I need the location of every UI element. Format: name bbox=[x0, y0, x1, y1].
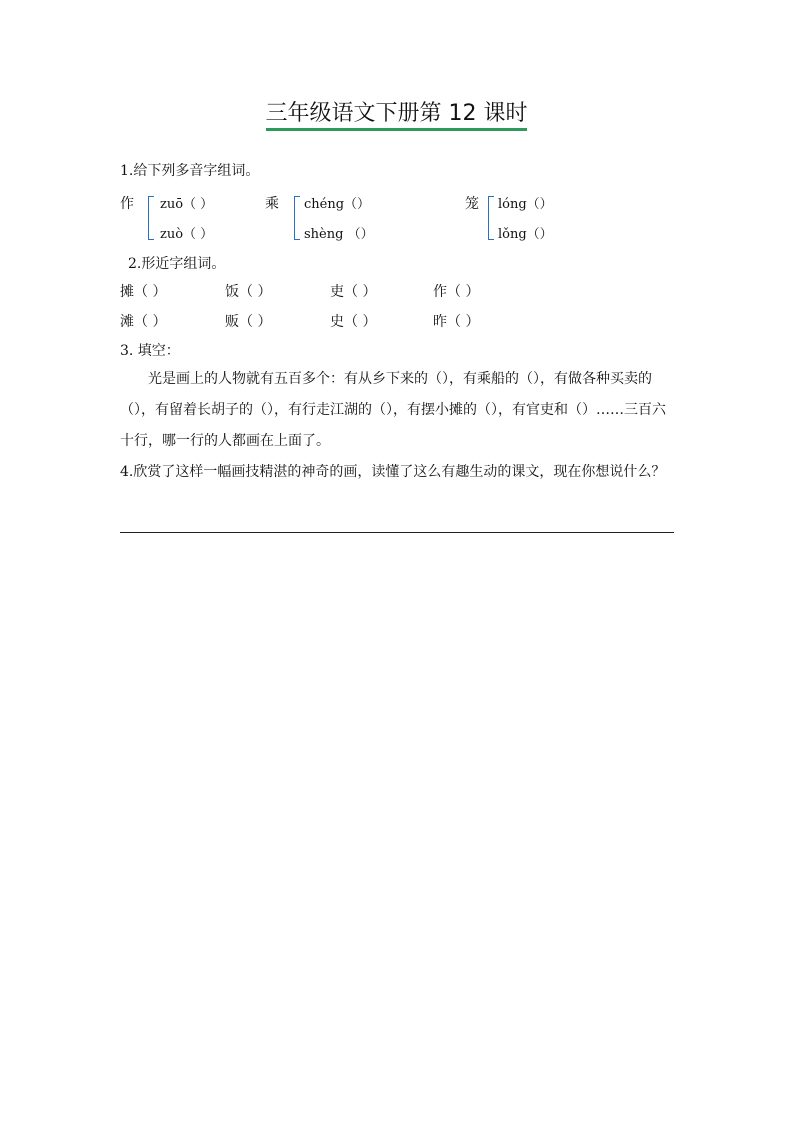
brace-icon bbox=[488, 196, 494, 240]
brace-icon bbox=[148, 196, 154, 240]
q2-cell: 贩（ ） bbox=[225, 314, 272, 330]
q2-cell: 史（ ） bbox=[330, 314, 377, 330]
q1-char-cheng: 乘 bbox=[265, 196, 279, 212]
q2-cell: 昨（ ） bbox=[433, 314, 480, 330]
q1-reading: shèng （） bbox=[304, 227, 374, 242]
q4-paragraph: 4.欣赏了这样一幅画技精湛的神奇的画，读懂了这么有趣生动的课文，现在你想说什么？ bbox=[120, 464, 666, 480]
answer-line[interactable] bbox=[120, 532, 674, 533]
q1-char-zuo: 作 bbox=[120, 196, 134, 212]
q3-paragraph: 光是画上的人物就有五百多个：有从乡下来的（），有乘船的（），有做各种买卖的（），有留着长胡子的（），有行走江湖的（），有摆小摊的（），有官吏和（）……三百六十行，哪一行的人都画在上面了。 bbox=[120, 371, 666, 449]
q1-reading: lǒng（） bbox=[498, 227, 553, 242]
q2-cell: 滩（ ） bbox=[120, 314, 167, 330]
q2-cell: 饭（ ） bbox=[225, 284, 272, 300]
q1-heading: 1.给下列多音字组词。 bbox=[120, 163, 260, 179]
q1-reading: chéng（） bbox=[304, 197, 371, 212]
q2-cell: 吏（ ） bbox=[330, 284, 377, 300]
q3-heading: 3. 填空： bbox=[120, 343, 180, 359]
q2-heading: 2.形近字组词。 bbox=[128, 256, 226, 272]
q1-reading: zuō（ ） bbox=[160, 197, 214, 212]
q2-cell: 作（ ） bbox=[433, 284, 480, 300]
q1-char-long: 笼 bbox=[465, 196, 479, 212]
page-title bbox=[0, 96, 793, 131]
q1-reading: lóng（） bbox=[498, 197, 553, 212]
q1-reading: zuò（ ） bbox=[160, 227, 214, 242]
q2-cell: 摊（ ） bbox=[120, 284, 167, 300]
page-title-text: 三年级语文下册第 12 课时 bbox=[266, 96, 528, 131]
brace-icon bbox=[294, 196, 300, 240]
